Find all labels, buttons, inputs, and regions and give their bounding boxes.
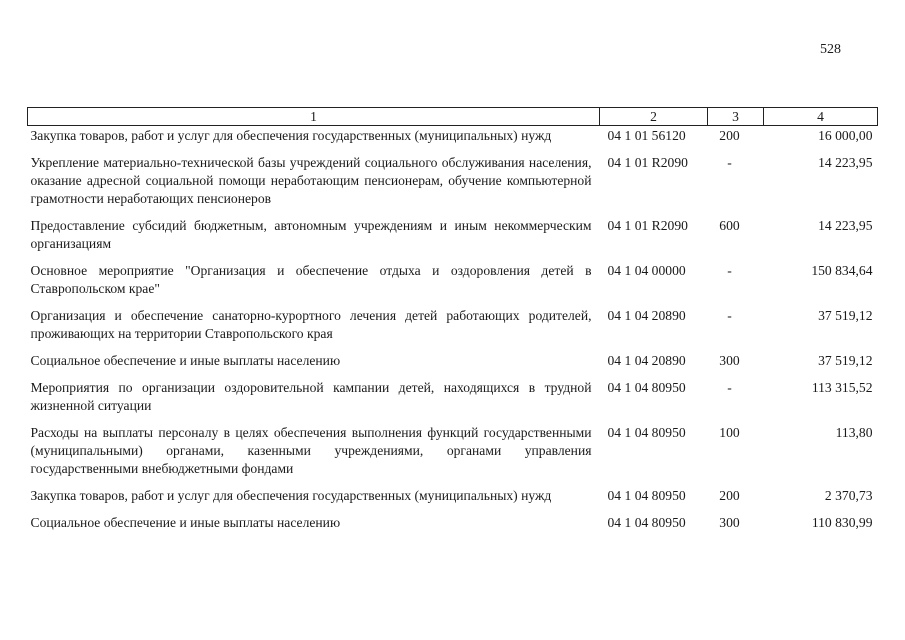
row-code: 04 1 04 80950 <box>607 425 686 440</box>
table-row <box>28 217 878 262</box>
row-amount: 37 519,12 <box>818 353 873 368</box>
row-type: 200 <box>719 128 740 143</box>
row-description: Социальное обеспечение и иные выплаты населению <box>30 353 341 368</box>
row-description: Закупка товаров, работ и услуг для обеспечения государственных (муниципальных) нужд <box>30 488 552 503</box>
table-row <box>28 379 878 424</box>
row-code: 04 1 01 R2090 <box>607 155 688 170</box>
header-col-4: 4 <box>764 108 878 126</box>
row-code: 04 1 01 R2090 <box>607 218 688 233</box>
row-code: 04 1 04 80950 <box>607 488 686 503</box>
row-description: Организация и обеспечение санаторно-курортного лечения детей работающих родителей, проживающих на территории Ставропольского края <box>30 308 592 341</box>
row-code: 04 1 04 20890 <box>607 308 686 323</box>
row-code: 04 1 04 20890 <box>607 353 686 368</box>
row-description: Мероприятия по организации оздоровительной кампании детей, находящихся в трудной жизненной ситуации <box>30 380 592 413</box>
row-type: 100 <box>719 425 740 440</box>
row-type: - <box>727 155 732 170</box>
row-description: Укрепление материально-технической базы учреждений социального обслуживания населения, оказание адресной социальной помощи неработающим пенсионерам, обучение компьютерной грамотности неработающих пенсионеров <box>30 155 592 206</box>
row-amount: 110 830,99 <box>811 515 873 530</box>
budget-table <box>27 107 878 541</box>
table-row <box>28 126 878 155</box>
table-row <box>28 352 878 379</box>
header-col-3: 3 <box>708 108 764 126</box>
row-type: 200 <box>719 488 740 503</box>
table-row <box>28 262 878 307</box>
row-code: 04 1 04 80950 <box>607 515 686 530</box>
row-description: Основное мероприятие "Организация и обеспечение отдыха и оздоровления детей в Ставропольском крае" <box>30 263 592 296</box>
row-type: 300 <box>719 515 740 530</box>
row-type: 300 <box>719 353 740 368</box>
row-code: 04 1 04 00000 <box>607 263 686 278</box>
row-type: 600 <box>719 218 740 233</box>
table-row <box>28 154 878 217</box>
row-amount: 14 223,95 <box>818 155 873 170</box>
row-description: Социальное обеспечение и иные выплаты населению <box>30 515 341 530</box>
row-type: - <box>727 308 732 323</box>
page-number: 528 <box>820 42 841 57</box>
row-description: Расходы на выплаты персоналу в целях обеспечения выполнения функций государственными (муниципальными) органами, казенными учреждениями, органами управления государственными внебюджетными фондами <box>30 425 592 476</box>
row-amount: 2 370,73 <box>824 488 873 503</box>
table-row <box>28 487 878 514</box>
header-col-1: 1 <box>28 108 600 126</box>
header-row <box>28 108 878 126</box>
row-type: - <box>727 380 732 395</box>
table-row <box>28 307 878 352</box>
row-amount: 14 223,95 <box>818 218 873 233</box>
row-amount: 113 315,52 <box>811 380 873 395</box>
row-amount: 16 000,00 <box>818 128 873 143</box>
row-amount: 113,80 <box>835 425 873 440</box>
table-row <box>28 514 878 541</box>
header-col-2: 2 <box>600 108 708 126</box>
row-amount: 150 834,64 <box>811 263 873 278</box>
row-code: 04 1 04 80950 <box>607 380 686 395</box>
row-amount: 37 519,12 <box>818 308 873 323</box>
row-description: Предоставление субсидий бюджетным, автономным учреждениям и иным некоммерческим организациям <box>30 218 592 251</box>
row-code: 04 1 01 56120 <box>607 128 686 143</box>
table-row <box>28 424 878 487</box>
row-type: - <box>727 263 732 278</box>
row-description: Закупка товаров, работ и услуг для обеспечения государственных (муниципальных) нужд <box>30 128 552 143</box>
